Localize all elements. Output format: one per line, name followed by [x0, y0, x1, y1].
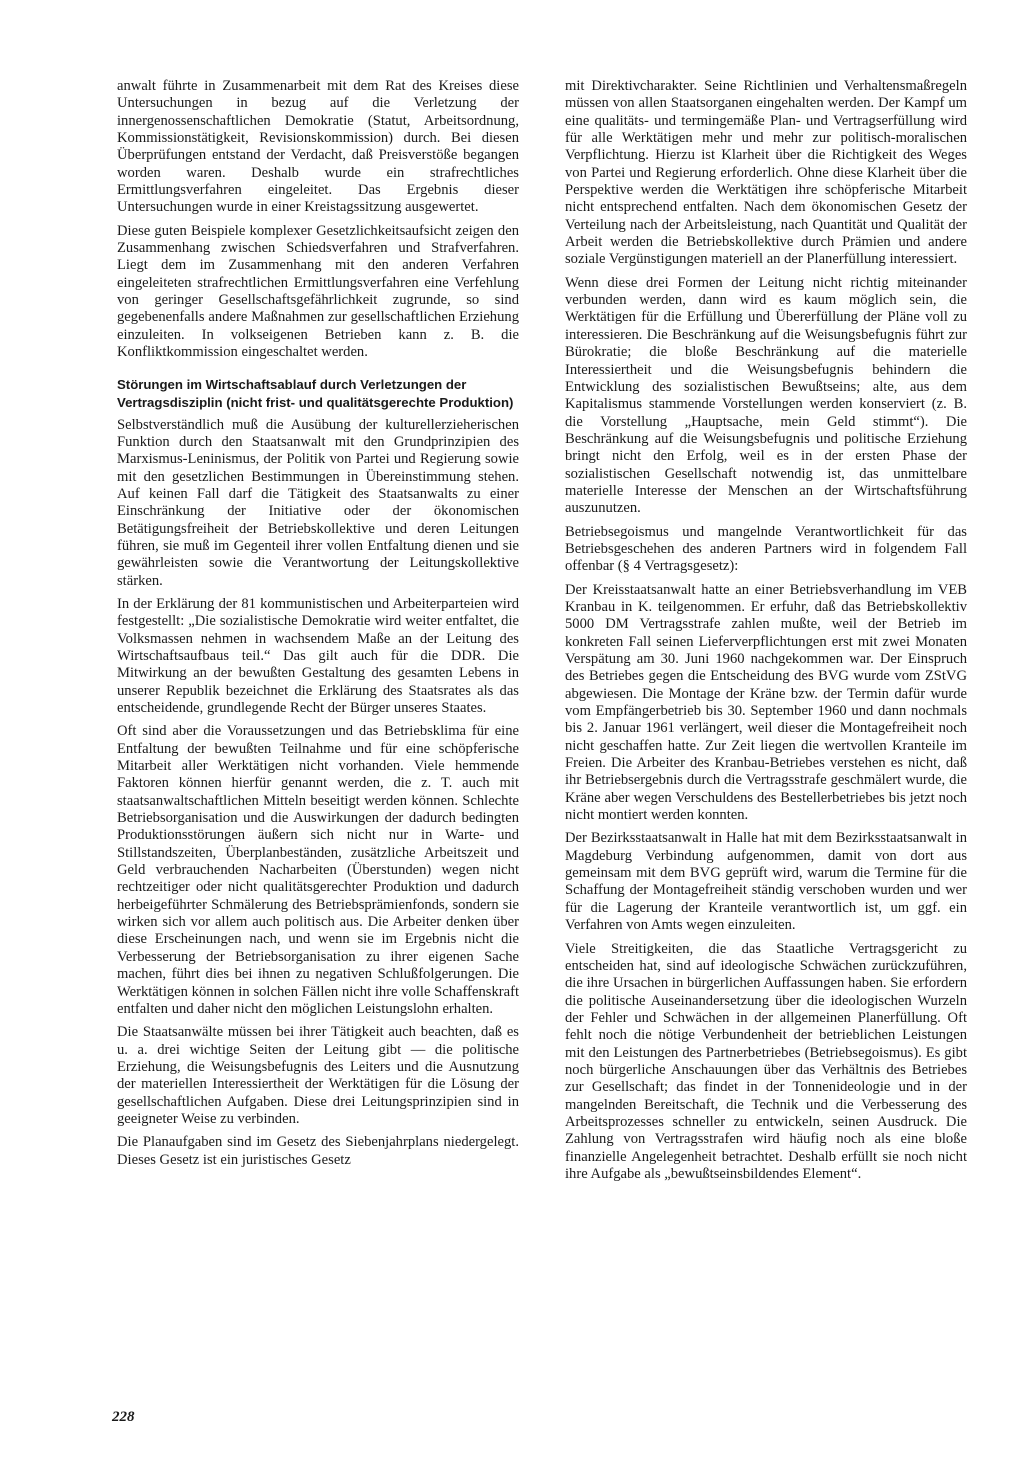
paragraph: anwalt führte in Zusammenarbeit mit dem Rat des Kreises diese Untersuchungen in bezug auf die Verletzung der innergenossenschaftlichen Demokratie (Statut, Arbeitsordnung, Kommissionstätigkeit, Revisionskommission) durch. Bei diesen Überprüfungen entstand der Verdacht, daß Preisverstöße begangen worden waren. Deshalb wurde ein strafrechtliches Ermittlungsverfahren eingeleitet. Das Ergebnis dieser Untersuchungen wurde in einer Kreistagssitzung ausgewertet.	[117, 78, 519, 216]
page-number: 228	[112, 1409, 135, 1425]
paragraph: Die Planaufgaben sind im Gesetz des Siebenjahrplans niedergelegt. Dieses Gesetz ist ein juristisches Gesetz	[117, 1134, 519, 1168]
paragraph: Betriebsegoismus und mangelnde Verantwortlichkeit für das Betriebsgeschehen des anderen Partners wird in folgendem Fall offenbar (§ 4 Vertragsgesetz):	[565, 523, 967, 575]
paragraph: Selbstverständlich muß die Ausübung der kulturellerzieherischen Funktion durch den Staatsanwalt mit den Grundprinzipien des Marxismus-Leninismus, der Politik von Partei und Regierung sowie mit den gesetzlichen Bestimmungen in Übereinstimmung stehen. Auf keinen Fall darf die Tätigkeit des Staatsanwalts zu einer Einschränkung der Initiative oder der ökonomischen Betätigungsfreiheit der Betriebskollektive und deren Leitungen führen, sie muß im Gegenteil ihrer vollen Entfaltung dienen und sie gewährleisten sowie die Verantwortung der Leitungskollektive stärken.	[117, 416, 519, 589]
paragraph: Oft sind aber die Voraussetzungen und das Betriebsklima für eine Entfaltung der bewußten Teilnahme und für eine schöpferische Mitarbeit aller Werktätigen nicht vorhanden. Viele hemmende Faktoren können hierfür genannt werden, die z. T. auch mit staatsanwaltschaftlichen Mitteln beseitigt werden können. Schlechte Betriebsorganisation und die Auswirkungen der dadurch bedingten Produktionsstörungen äußern sich nicht nur in Warte- und Stillstandszeiten, Überplanbeständen, zusätzliche Arbeitszeit und Geld verbrauchenden Nacharbeiten (Überstunden) wegen nicht rechtzeitiger oder nicht qualitätsgerechter Produktion und dadurch herbeigeführter Schmälerung des Betriebsprämienfonds, sondern sie wirken sich vor allem auch politisch aus. Die Arbeiter denken über diese Erscheinungen nach, und wenn sie im Ergebnis nicht die Verbesserung der Betriebsorganisation zu ihrer eigenen Sache machen, führt dies bei ihnen zu negativen Schlußfolgerungen. Die Werktätigen können in solchen Fällen nicht ihre volle Schaffenskraft entfalten und daher nicht den möglichen Leistungslohn erhalten.	[117, 723, 519, 1017]
right-column	[565, 78, 967, 1189]
paragraph: mit Direktivcharakter. Seine Richtlinien und Verhaltensmaßregeln müssen von allen Staatsorganen eingehalten werden. Der Kampf um eine qualitäts- und termingemäße Plan- und Vertragserfüllung wird für alle Werktätigen mehr und mehr zur politisch-moralischen Verpflichtung. Hierzu ist Klarheit über die Richtigkeit des Weges von Partei und Regierung erforderlich. Ohne diese Klarheit über die Perspektive werden die Werktätigen ihre schöpferische Mitarbeit nicht entsprechend entfalten. Nach dem ökonomischen Gesetz der Verteilung nach der Arbeitsleistung, nach Quantität und Qualität der Arbeit werden die Betriebskollektive durch Prämien und andere soziale Vergünstigungen materiell an der Planerfüllung interessiert.	[565, 78, 967, 268]
left-column	[117, 78, 519, 1175]
section-heading: Störungen im Wirtschaftsablauf durch Verletzungen der Vertragsdisziplin (nicht frist- und qualitätsgerechte Produktion)	[117, 376, 514, 410]
paragraph: Der Bezirksstaatsanwalt in Halle hat mit dem Bezirksstaatsanwalt in Magdeburg Verbindung aufgenommen, damit von dort aus gemeinsam mit dem BVG geprüft wird, warum die Termine für die Schaffung der Montagefreiheit ständig verschoben wurden und wer für die Lagerung der Kranteile verantwortlich ist, um ggf. ein Verfahren von Amts wegen einzuleiten.	[565, 830, 967, 934]
paragraph: Die Staatsanwälte müssen bei ihrer Tätigkeit auch beachten, daß es u. a. drei wichtige Seiten der Leitung gibt — die politische Erziehung, die Weisungsbefugnis des Leiters und die Ausnutzung der materiellen Interessiertheit der Werktätigen für die Lösung der gesellschaftlichen Aufgaben. Diese drei Leitungsprinzipien sind in geeigneter Weise zu verbinden.	[117, 1024, 519, 1127]
paragraph: Viele Streitigkeiten, die das Staatliche Vertragsgericht zu entscheiden hat, sind auf ideologische Schwächen zurückzuführen, die ihre Ursachen in bürgerlichen Auffassungen haben. Sie erfordern die politische Auseinandersetzung über die ideologischen Wurzeln der Fehler und Schwächen in der allgemeinen Planerfüllung. Oft fehlt noch die nötige Verbundenheit der betrieblichen Leistungen mit den Leistungen des Partnerbetriebes (Betriebsegoismus). Es gibt noch bürgerliche Anschauungen über das Verhältnis des Betriebes zur Gesellschaft; das findet in der Tonnenideologie und in der mangelnden Bereitschaft, die Technik und die Verbesserung des Arbeitsprozesses schneller zu entwickeln, seinen Ausdruck. Die Zahlung von Vertragsstrafen wird häufig noch als eine bloße finanzielle Angelegenheit betrachtet. Deshalb erfüllt sie noch nicht ihre Aufgabe als „bewußtseinsbildendes Element“.	[565, 940, 967, 1182]
paragraph: Wenn diese drei Formen der Leitung nicht richtig miteinander verbunden werden, dann wird es kaum möglich sein, die Werktätigen für die Erfüllung und Übererfüllung der Pläne voll zu interessieren. Die Beschränkung auf die Weisungsbefugnis führt zur Bürokratie; die bloße Beschränkung auf die materielle Interessiertheit und die Weisungsbefugnis behindern die Entwicklung des sozialistischen Bewußtseins; alte, aus dem Kapitalismus stammende Vorstellungen werden konserviert (z. B. die Vorstellung „Hauptsache, mein Geld stimmt“). Die Beschränkung auf die Weisungsbefugnis und politische Erziehung bringt nicht den Erfolg, weil es in der ersten Phase der sozialistischen Gesellschaft notwendig ist, das unmittelbare materielle Interesse der Menschen an der Wirtschaftsführung auszunutzen.	[565, 274, 967, 517]
paragraph: In der Erklärung der 81 kommunistischen und Arbeiterparteien wird festgestellt: „Die sozialistische Demokratie wird weiter entfaltet, die Volksmassen nehmen in wachsendem Maße an der Leitung des Wirtschaftsaufbaus teil.“ Das gilt auch für die DDR. Die Mitwirkung an der bewußten Gestaltung des gesamten Lebens in unserer Republik bezeichnet die Erklärung des Staatsrates als das entscheidende, grundlegende Recht der Bürger unseres Staates.	[117, 595, 519, 716]
paragraph: Der Kreisstaatsanwalt hatte an einer Betriebsverhandlung im VEB Kranbau in K. teilgenommen. Er erfuhr, daß das Betriebskollektiv 5000 DM Vertragsstrafe zahlen mußte, weil der Betrieb im konkreten Fall seinen Lieferverpflichtungen erst mit zwei Monaten Verspätung am 30. Juni 1960 nachgekommen war. Der Einspruch des Betriebes gegen die Entscheidung des BVG wurde vom ZStVG abgewiesen. Die Montage der Kräne bzw. der Termin dafür wurde vom Empfängerbetrieb bis 30. September 1960 und dann nochmals bis 2. Januar 1961 verlängert, weil dieser die Montagefreiheit noch nicht geschaffen hatte. Zur Zeit liegen die wertvollen Kranteile im Freien. Die Arbeiter des Kranbau-Betriebes verstehen es nicht, daß ihr Betriebsergebnis durch die Vertragsstrafe geschmälert wurde, die Kräne aber wegen Verschuldens des Bestellerbetriebes bis jetzt noch nicht montiert werden konnten.	[565, 581, 967, 824]
paragraph: Diese guten Beispiele komplexer Gesetzlichkeitsaufsicht zeigen den Zusammenhang zwischen Schiedsverfahren und Strafverfahren. Liegt dem im Zusammenhang mit den anderen Verfahren eingeleiteten strafrechtlichen Ermittlungsverfahren eine Verfehlung von geringer Gesellschaftsgefährlichkeit zugrunde, so sind gegebenenfalls andere Maßnahmen zur gesellschaftlichen Erziehung einzuleiten. In volkseigenen Betrieben kann z. B. die Konfliktkommission eingeschaltet werden.	[117, 222, 519, 361]
